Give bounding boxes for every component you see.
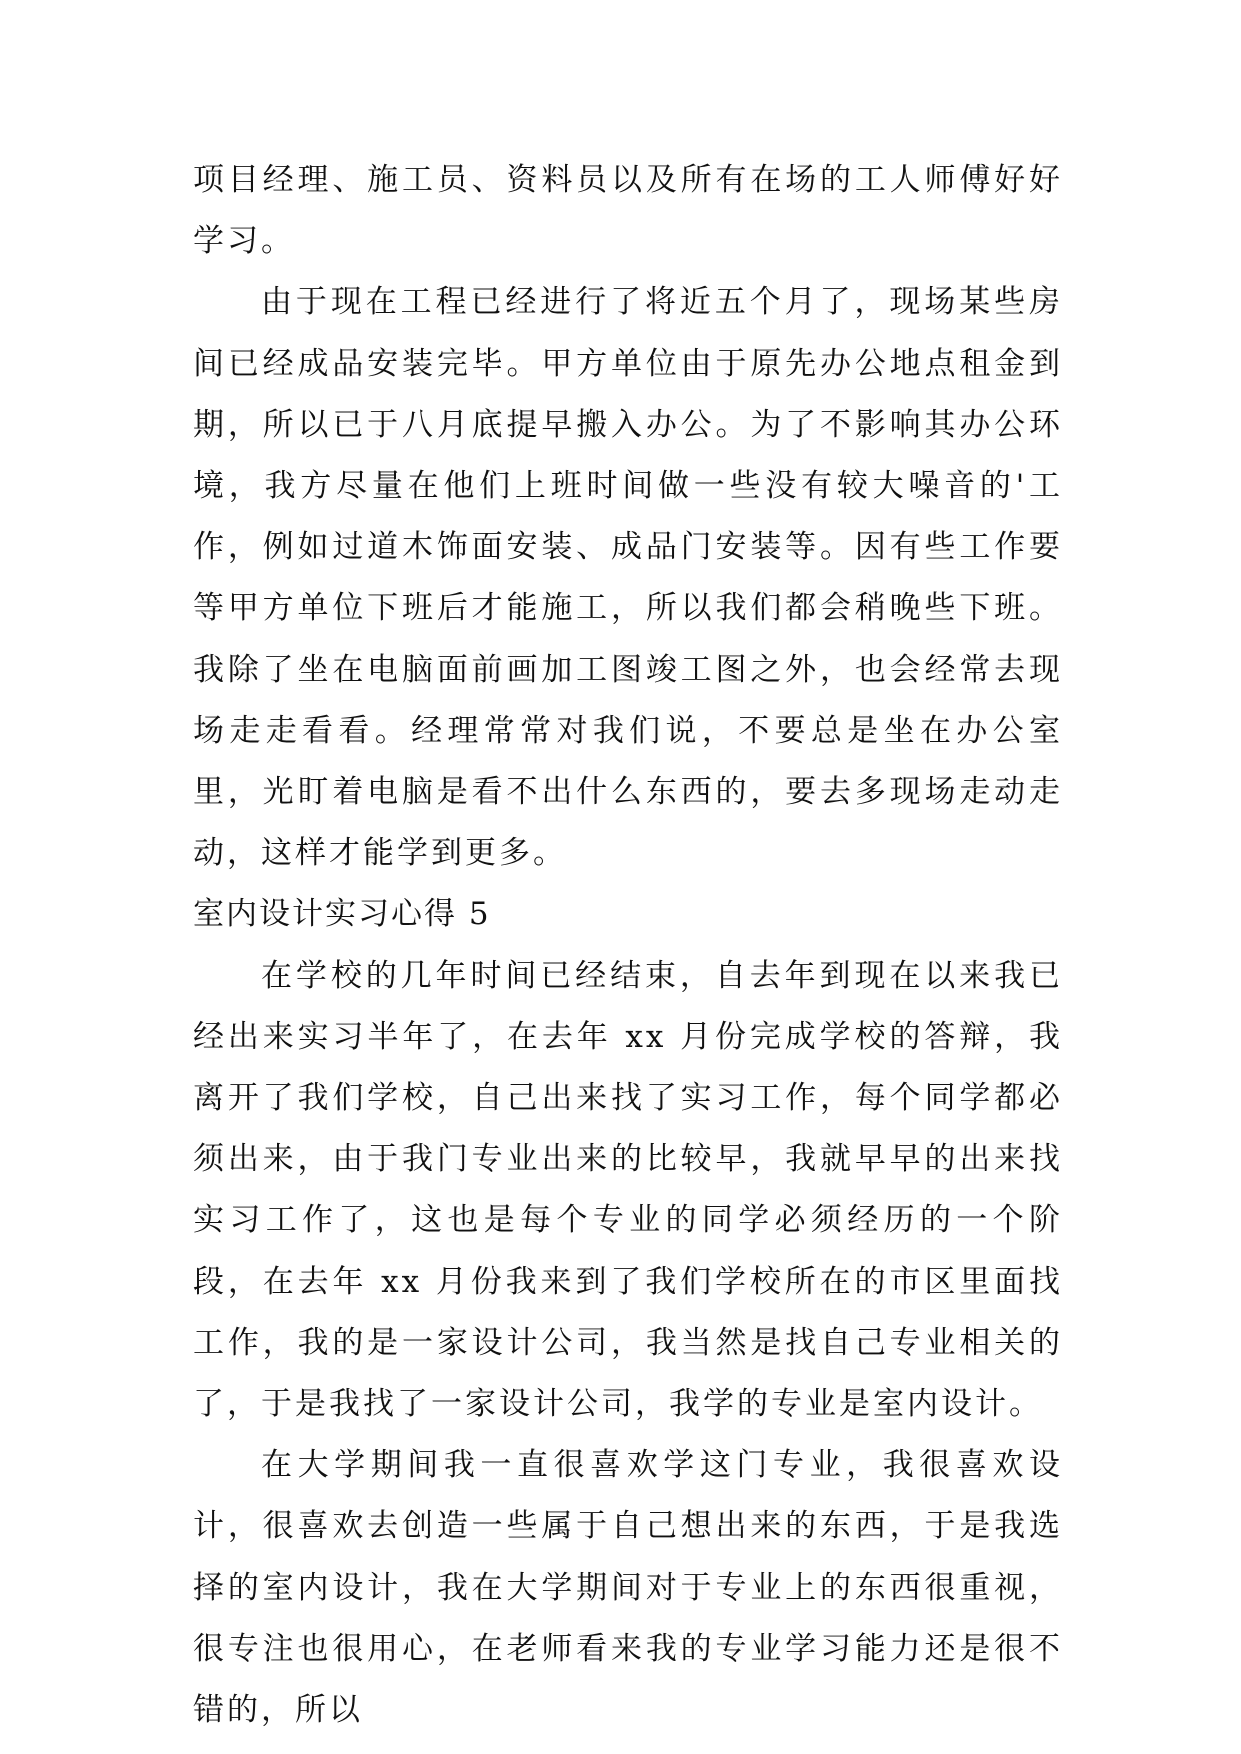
paragraph-site-work: 由于现在工程已经进行了将近五个月了，现场某些房间已经成品安装完毕。甲方单位由于原先办公地点租金到期，所以已于八月底提早搬入办公。为了不影响其办公环境，我方尽量在他们上班时间做一些没有较大噪音的'工作，例如过道木饰面安装、成品门安装等。因有些工作要等甲方单位下班后才能施工，所以我们都会稍晚些下班。我除了坐在电脑面前画加工图竣工图之外，也会经常去现场走走看看。经理常常对我们说，不要总是坐在办公室里，光盯着电脑是看不出什么东西的，要去多现场走动走动，这样才能学到更多。	[193, 284, 1063, 872]
document-body	[193, 150, 1063, 1741]
paragraph-internship-start: 在学校的几年时间已经结束，自去年到现在以来我已经出来实习半年了，在去年 xx 月份完成学校的答辩，我离开了我们学校，自己出来找了实习工作，每个同学都必须出来，由于我门专业出来的比较早，我就早早的出来找实习工作了，这也是每个专业的同学必须经历的一个阶段，在去年 xx 月份我来到了我们学校所在的市区里面找工作，我的是一家设计公司，我当然是找自己专业相关的了，于是我找了一家设计公司，我学的专业是室内设计。	[193, 957, 1063, 1423]
paragraph-university-study: 在大学期间我一直很喜欢学这门专业，我很喜欢设计，很喜欢去创造一些属于自己想出来的东西，于是我选择的室内设计，我在大学期间对于专业上的东西很重视，很专注也很用心，在老师看来我的专业学习能力还是很不错的，所以	[193, 1447, 1063, 1729]
section-heading: 室内设计实习心得 5	[193, 896, 491, 933]
paragraph-continuation: 项目经理、施工员、资料员以及所有在场的工人师傅好好学习。	[193, 162, 1063, 260]
